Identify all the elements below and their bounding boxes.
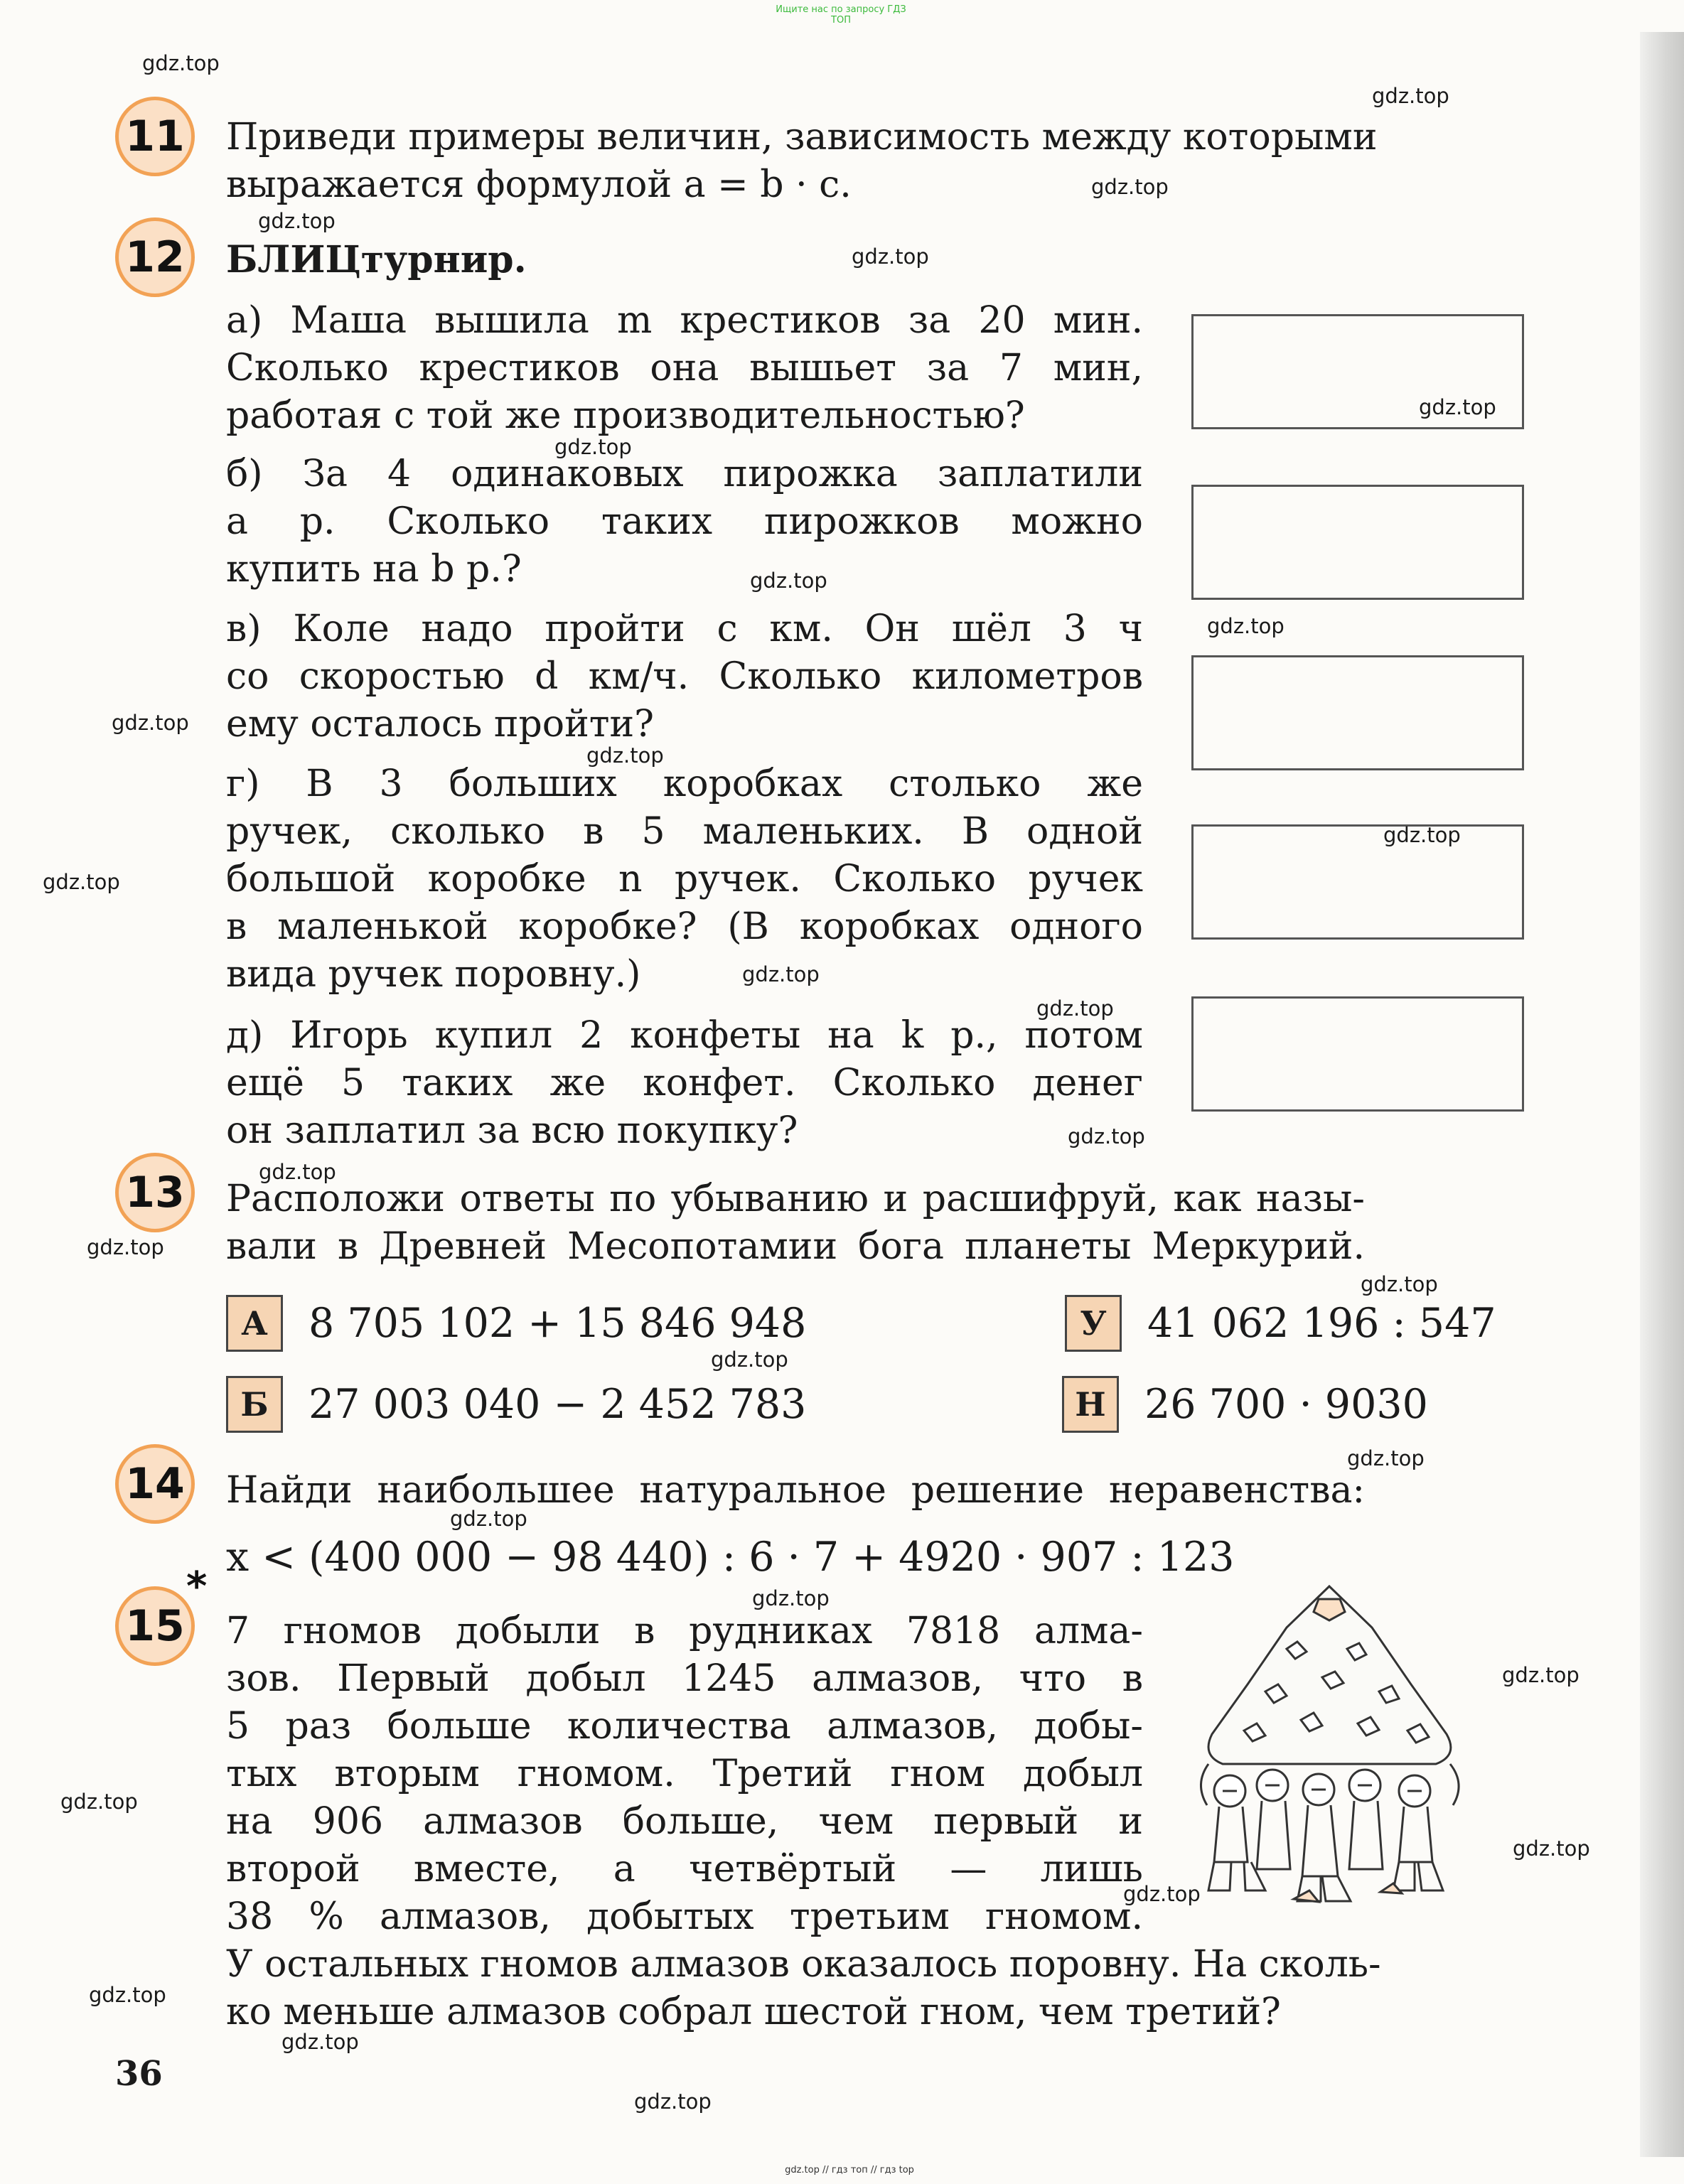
watermark: gdz.top [1383,823,1461,847]
task-15-line: зов. Первый добыл 1245 алмазов, что в [226,1657,1143,1700]
task-15-line: 7 гномов добыли в рудниках 7818 алма- [226,1610,1143,1652]
task-12a-line: а) Маша вышила m крестиков за 20 мин. [226,299,1143,342]
answer-box-d[interactable] [1191,824,1524,940]
task-15-line: У остальных гномов алмазов оказалось поровну. На сколь- [226,1943,1381,1986]
task-15-star: * [186,1564,208,1610]
watermark: gdz.top [43,870,120,894]
task-12d-line: в маленькой коробке? (В коробках одного [226,905,1143,948]
task-12-title: БЛИЦтурнир. [226,238,527,281]
task-12b-line: a р. Сколько таких пирожков можно [226,500,1143,543]
page-edge-shadow [1640,32,1684,2157]
cipher-expression: 8 705 102 + 15 846 948 [309,1300,807,1347]
gnomes-illustration [1180,1578,1479,1905]
answer-box-b[interactable] [1191,485,1524,600]
watermark: gdz.top [742,962,820,986]
cipher-expression: 26 700 · 9030 [1144,1381,1428,1428]
task-14-inequality: x < (400 000 − 98 440) : 6 · 7 + 4920 · 907 : 123 [226,1534,1235,1581]
task-15-number: 15 [115,1586,195,1666]
task-12d-line: большой коробке n ручек. Сколько ручек [226,858,1143,900]
task-11-number: 11 [115,97,195,176]
cipher-letter-n: Н [1062,1376,1119,1433]
watermark: gdz.top [112,711,189,735]
task-12c-line: со скоростью d км/ч. Сколько километров [226,655,1143,698]
answer-box-c[interactable] [1191,655,1524,770]
bottom-links[interactable]: gdz.top // гдз топ // гдз top [785,2165,914,2175]
task-15-line: на 906 алмазов больше, чем первый и [226,1800,1143,1843]
task-15-line: второй вместе, а четвёртый — лишь [226,1848,1143,1890]
watermark: gdz.top [89,1983,166,2007]
task-12d-line: вида ручек поровну.) [226,953,641,996]
task-12-number: 12 [115,217,195,297]
page-number: 36 [115,2054,163,2094]
cipher-letter-a: А [226,1295,283,1352]
watermark: gdz.top [1091,175,1169,199]
task-13-line: вали в Древней Месопотамии бога планеты Меркурий. [226,1225,1365,1268]
cipher-expression: 27 003 040 − 2 452 783 [309,1381,807,1428]
task-14-number: 14 [115,1444,195,1524]
cipher-expression: 41 062 196 : 547 [1147,1300,1496,1347]
task-12d-line: ручек, сколько в 5 маленьких. В одной [226,810,1143,853]
task-12d-line: г) В 3 больших коробках столько же [226,763,1143,805]
cipher-letter-b: Б [226,1376,283,1433]
task-15-line: тых вторым гномом. Третий гном добыл [226,1753,1143,1795]
watermark: gdz.top [1207,614,1285,638]
task-12e-line: ещё 5 таких же конфет. Сколько денег [226,1062,1143,1104]
watermark: gdz.top [281,2030,359,2054]
watermark: gdz.top [1036,996,1114,1021]
task-12a-line: Сколько крестиков она вышьет за 7 мин, [226,347,1143,389]
watermark: gdz.top [60,1790,138,1814]
task-12b-line: б) За 4 одинаковых пирожка заплатили [226,453,1143,495]
watermark: gdz.top [1513,1836,1590,1861]
top-search-link[interactable]: Ищите нас по запросу ГДЗ ТОП [776,4,906,26]
cipher-letter-u: У [1065,1295,1122,1352]
watermark: gdz.top [554,435,632,459]
task-11-line: выражается формулой a = b · c. [226,163,852,206]
task-12e-line: он заплатил за всю покупку? [226,1109,798,1152]
answer-box-e[interactable] [1191,996,1524,1112]
watermark: gdz.top [1361,1272,1438,1296]
task-12e-line: д) Игорь купил 2 конфеты на k р., потом [226,1014,1143,1057]
watermark: gdz.top [1347,1446,1425,1470]
task-13-number: 13 [115,1153,195,1232]
watermark: gdz.top [258,209,336,233]
task-15-line: 5 раз больше количества алмазов, добы- [226,1705,1143,1748]
watermark: gdz.top [259,1160,336,1184]
watermark: gdz.top [1123,1882,1201,1906]
watermark: gdz.top [1372,84,1449,108]
watermark: gdz.top [450,1507,527,1531]
task-12c-line: ему осталось пройти? [226,703,655,746]
watermark: gdz.top [711,1347,788,1372]
task-13-line: Расположи ответы по убыванию и расшифруй, как назы- [226,1178,1365,1220]
task-14-line: Найди наибольшее натуральное решение неравенства: [226,1469,1365,1512]
watermark: gdz.top [142,51,220,75]
watermark: gdz.top [1419,395,1496,419]
watermark: gdz.top [87,1235,164,1259]
watermark: gdz.top [752,1586,830,1610]
task-12a-line: работая с той же производительностью? [226,394,1025,437]
task-12b-line: купить на b р.? [226,548,522,591]
task-15-line: ко меньше алмазов собрал шестой гном, чем третий? [226,1991,1281,2033]
watermark: gdz.top [852,244,929,269]
watermark: gdz.top [634,2089,712,2114]
task-12c-line: в) Коле надо пройти c км. Он шёл 3 ч [226,608,1143,650]
watermark: gdz.top [1502,1663,1580,1687]
task-11-line: Приведи примеры величин, зависимость между которыми [226,116,1378,158]
watermark: gdz.top [750,569,827,593]
watermark: gdz.top [1068,1124,1145,1149]
watermark: gdz.top [586,743,664,768]
task-15-line: 38 % алмазов, добытых третьим гномом. [226,1895,1143,1938]
